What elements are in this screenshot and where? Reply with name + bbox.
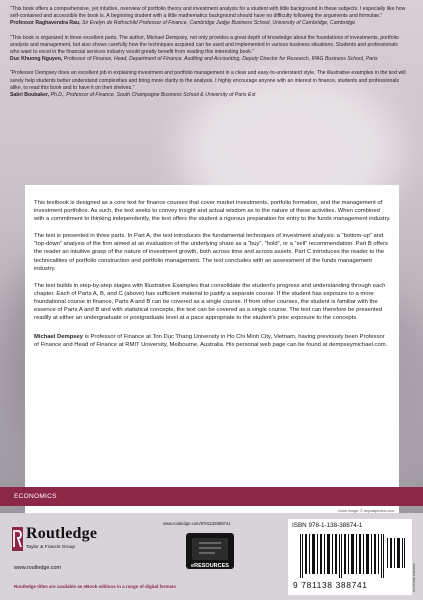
endorsement-quote	[10, 35, 406, 64]
informa-note: an informa business	[412, 563, 416, 592]
quote-author: Professor Raghavendra Rau,	[10, 20, 81, 27]
quote-author: Sabri Boubaker,	[10, 92, 50, 99]
endorsement-quotes	[10, 6, 406, 106]
publisher-logo	[12, 525, 97, 565]
barcode-icon	[300, 534, 384, 578]
eresources-badge-text: eRESOURCES	[191, 563, 229, 569]
description-paragraph: This textbook is designed as a core text for finance courses that cover market investments, portfolio formation, and the management of investment portfolios. As such, the text seeks to convey insight and actual wisdom as to the nature of these activities. When combined with a commitment to thinking independently, the text offers the student a rigorous preparation for entry to the funds management industry.	[34, 200, 391, 223]
quote-role: Sir Evelyn de Rothschild Professor of Finance, Cambridge Judge Business School, University of Cambridge, Cambridge	[82, 20, 356, 27]
publisher-website: www.routledge.com	[14, 565, 62, 571]
quote-role: Ph.D., Professor of Finance, South Champagne Business School & University of Paris Est	[50, 92, 256, 99]
quote-text: “Professor Dempsey does an excellent job in explaining investment and portfolio management in a clear and easy-to-understand style. The illustrative examples in the text will surely help students better understand complexities and bring more clarity to the analysis. I highly encourage anyone with an interest in finance, students and professionals alike, to read this book and to have it on their shelves.”	[10, 70, 406, 91]
barcode-number: 9 781138 388741	[293, 580, 368, 590]
eresources-badge-icon	[179, 531, 241, 571]
cover-credit: Cover image: © depositphotos.com	[337, 509, 394, 513]
price-addon-barcode-icon	[387, 534, 405, 568]
description-paragraph: The text is presented in three parts. In Part A, the text introduces the fundamental techniques of investment analysis: a “bottom-up” and “top-down” analysis of the firm aimed at an evaluation of the underlying share as a “buy”, “hold”, or a “sell” recommendation. Part B offers the reader an intuitive grasp of the nature of investment growth, both across time and across assets. Part C introduces the reader to the technicalities of portfolio construction and portfolio management. The text concludes with an assessment of the funds management industry.	[34, 233, 388, 272]
resources-url: www.routledge.com/9781138388741	[163, 521, 231, 526]
endorsement-quote	[10, 70, 406, 99]
quote-author: Duc Khuong Nguyen,	[10, 56, 63, 63]
routledge-logo-icon	[12, 527, 23, 551]
quote-text: “This book is organized in three excellent parts. The author, Michael Dempsey, not only provides a great depth of knowledge about the foundations of investments, portfolio analysis and management, but also shows carefully how the techniques acquired can be used and implemented in various business situations. Students and professionals who want to excel in the financial services industry would greatly benefit from reading this interesting book.”	[10, 34, 399, 56]
description-paragraph: The text builds in step-by-step stages with Illustrative Examples that consolidate the student’s progress and understanding through each chapter. Each of Parts A, B, and C (above) has sufficient material to justify a separate course. If the student has exposure to a more foundational course in finance, Parts A and B can be covered as a single course. If from other courses, the student is familiar with the essence of Parts A and B and with statistical concepts, the text can be covered as a single course. The text can therefore be presented readily at either an undergraduate or postgraduate level at a pace appropriate to the student’s prior exposure to the concepts.	[34, 282, 386, 322]
author-name: Michael Dempsey	[34, 334, 84, 341]
ebook-note: Routledge titles are available as eBook editions in a range of digital formats	[14, 584, 177, 589]
publisher-name: Routledge	[26, 525, 98, 542]
isbn-label: ISBN 978-1-138-38874-1	[292, 522, 363, 529]
author-bio	[34, 333, 391, 349]
subject-label: ECONOMICS	[14, 493, 57, 500]
quote-text: “This book offers a comprehensive, yet intuitive, overview of portfolio theory and investment analysis for a student with little background in these subjects. I especially like how self-contained and accessible the book is. A beginning student with a little mathematics background should have no difficulty following the arguments and formulae.”	[10, 6, 406, 20]
endorsement-quote	[10, 6, 406, 28]
publisher-group: Taylor & Francis Group	[26, 545, 76, 550]
author-bio-text: is Professor of Finance at Ton Duc Thang University in Ho Chi Minh City, Vietnam, having previously been Professor of Finance and Head of Finance at RMIT University, Melbourne, Australia. His personal web page can be found at dempseymichael.com.	[34, 334, 388, 349]
subject-band	[0, 487, 423, 506]
quote-role: Professor of Finance, Head, Department of Finance, Auditing and Accounting, Deputy Director for Research, IPAG Business School, Paris	[63, 56, 378, 63]
